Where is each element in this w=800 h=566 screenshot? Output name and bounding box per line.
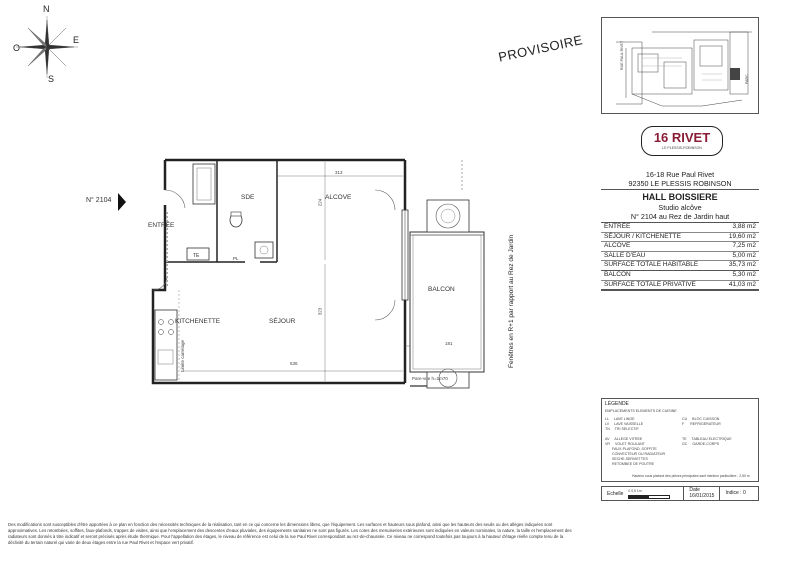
date-label: Date — [689, 487, 700, 493]
surface-value: 3,88 m2 — [732, 223, 756, 230]
lot-marker-arrow-icon — [118, 193, 126, 211]
scale-date-box — [601, 486, 759, 501]
surface-label: BALCON — [604, 270, 631, 278]
compass-e: E — [73, 35, 80, 45]
scale-bar — [628, 489, 673, 499]
disclaimer: Des modifications sont susceptibles d'être apportées à ce plan en fonction des nécessités techniques de la réalisation, tant en ce qui concerne les dimensions libres, que l'équipement. Les surfaces et hauteurs sous plafond, ainsi que les hauteurs des seuils ou des allèges indiquées sont approximatives. Les retombées, soffites, faux-plafonds, trappes de visites, ainsi que l'emplacement des descentes d'eaux pluviales, des équipements sanitaires ne sont pas figurés. Les cotes des menuiseries extérieures sont indiquées en valeurs nominales, la nature, la taille et l'emplacement des radiateurs sont donnés à titre indicatif et seront précisés après étude thermique. Pour l'appellation des étages, le niveau de référence est celui de la rue Paul Rivet correspondant au rez-de-chaussée. Ce niveau ne correspond toutefois pas toujours à la hauteur d'étage réelle compte tenu de la déclivité du terrain naturel qui varie de deux étages entre la rue Paul Rivet et l'espace vert privatif. — [8, 522, 572, 545]
compass — [8, 4, 86, 86]
surface-row — [601, 223, 759, 233]
room-pl: PL — [233, 256, 239, 261]
side-note: Fenêtres en R+1 par rapport au Rez de Jardin — [508, 234, 515, 368]
dim-313: 313 — [335, 170, 343, 175]
legend-item: RETOMBEE DE POUTRE — [605, 462, 655, 466]
legend-item: SECHE-SERVIETTES — [605, 457, 648, 461]
surface-value: 41,03 m2 — [728, 280, 756, 288]
address-line1: 16-18 Rue Paul Rivet — [645, 170, 715, 179]
compass-s: S — [48, 74, 55, 84]
keyplan-street: RUE PAUL RIVET — [620, 40, 624, 70]
legend-item: CU BLOC CUISSON — [682, 417, 720, 421]
legend-item: CONVECTEUR OU RADIATEUR — [605, 452, 666, 456]
room-entree: ENTRÉE — [148, 222, 175, 229]
surface-label: ENTRÉE — [604, 223, 631, 230]
site-plan-image — [602, 18, 758, 113]
legend-heading: EMPLACEMENTS ELEMENTS DE CUISINE — [605, 409, 677, 413]
apartment-type: Studio alcôve — [658, 203, 702, 212]
surface-row — [601, 261, 759, 271]
dim-224: 224 — [317, 198, 323, 207]
legend-item: TE TABLEAU ELECTRIQUE — [682, 437, 732, 441]
legend-note: Hauteur sous plafond des pièces principales sauf mention particulière : 2,50 m — [632, 474, 750, 478]
surface-label: SALLE D'EAU — [604, 251, 646, 259]
room-kitchenette: KITCHENETTE — [175, 318, 221, 325]
legend-item: F REFRIGERATEUR — [682, 422, 721, 426]
surface-value: 35,73 m2 — [728, 261, 756, 269]
room-sejour: SÉJOUR — [269, 318, 296, 325]
key-plan — [601, 17, 759, 114]
surface-label: ALCOVE — [604, 242, 631, 250]
dim-536: 536 — [290, 361, 298, 366]
legend-title: LÉGENDE — [605, 401, 629, 407]
keyplan-parc: PARC — [745, 74, 749, 84]
surface-row — [601, 242, 759, 252]
provisoire-stamp: PROVISOIRE — [497, 32, 585, 65]
date-value: 16/01/2015 — [689, 493, 715, 499]
scale-label: Echelle — [607, 490, 624, 497]
room-te: TE — [193, 253, 200, 259]
logo-title: 16 RIVET — [653, 130, 711, 145]
legend — [601, 398, 759, 482]
room-balcon: BALCON — [428, 286, 455, 293]
lot-marker-label: N° 2104 — [86, 197, 112, 204]
surfaces-table — [601, 222, 759, 291]
kitchen-counter — [155, 310, 177, 380]
surface-value: 19,60 m2 — [728, 232, 756, 240]
lot-number: N° 2104 au Rez de Jardin haut — [630, 212, 730, 221]
dim-323: 323 — [317, 307, 323, 316]
surface-value: 5,00 m2 — [732, 251, 756, 259]
pare-vue-note: Pare-vue h=1m70 — [412, 376, 448, 381]
compass-o: O — [13, 43, 21, 53]
legend-item: AV ALLEGE VITREE — [605, 437, 643, 441]
legend-item: LV LAVE VAISSELLE — [605, 422, 644, 426]
hall-name: HALL BOISSIERE — [642, 192, 718, 202]
legend-left-items — [605, 417, 665, 467]
surface-label: SÉJOUR / KITCHENETTE — [604, 232, 681, 240]
legend-item: TN TRI SELECTIF — [605, 427, 639, 431]
compass-n: N — [43, 4, 50, 14]
lot-info — [601, 192, 759, 221]
address-line2: 92350 LE PLESSIS ROBINSON — [628, 179, 732, 188]
shower-tray — [193, 164, 215, 204]
washbasin — [255, 242, 273, 258]
surface-label: SURFACE TOTALE HABITABLE — [604, 261, 699, 269]
logo-subtitle: LE PLESSIS-ROBINSON — [662, 146, 702, 150]
surface-label: SURFACE TOTALE PRIVATIVE — [604, 280, 696, 288]
divider — [601, 189, 759, 190]
surface-row — [601, 252, 759, 262]
legend-item: GC GARDE-CORPS — [682, 442, 720, 446]
floor-plan — [105, 150, 525, 395]
room-alcove: ALCOVE — [325, 194, 352, 201]
revision-index: Indice : 0 — [719, 487, 745, 500]
limite-carrelage: Limite carrelage — [180, 339, 185, 372]
legend-item: VR VOLET ROULANT — [605, 442, 645, 446]
surface-value: 5,30 m2 — [732, 270, 756, 278]
project-logo — [641, 126, 723, 156]
legend-item: FAUX-PLAFOND, SOFFITE — [605, 447, 657, 451]
surface-row — [601, 271, 759, 281]
address-block — [601, 170, 759, 188]
legend-item: LL LAVE LINGE — [605, 417, 635, 421]
room-sde: SDE — [241, 194, 255, 201]
dim-181: 181 — [445, 341, 453, 346]
surface-row — [601, 281, 759, 291]
legend-right-items — [682, 417, 732, 447]
surface-row — [601, 233, 759, 243]
scale-ticks: 0 0,5 1m — [628, 488, 642, 493]
surface-value: 7,25 m2 — [732, 242, 756, 250]
